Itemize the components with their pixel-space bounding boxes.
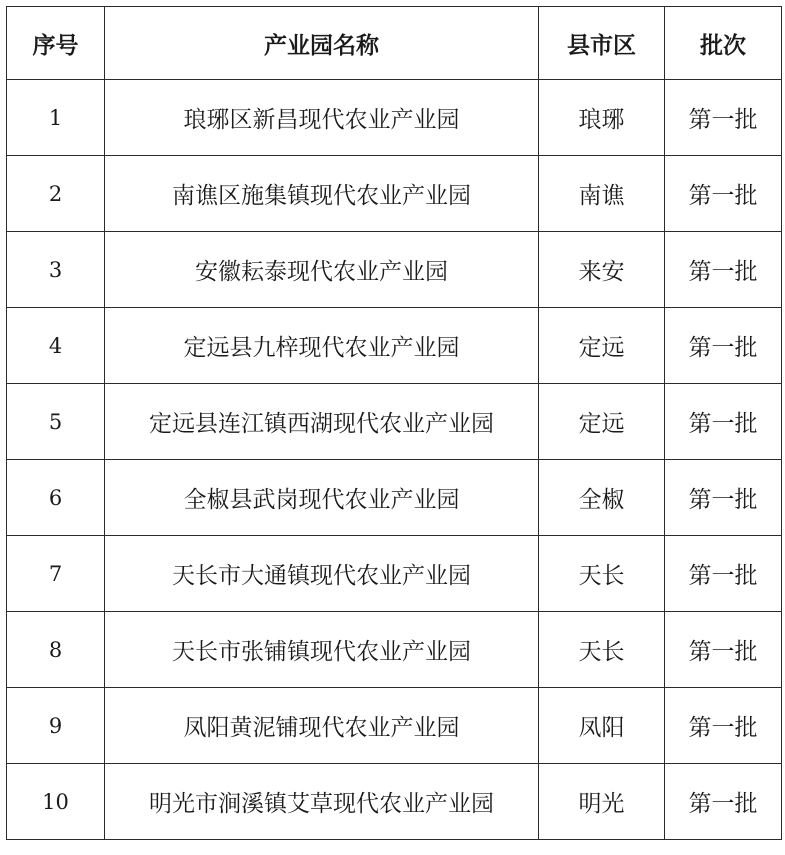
industrial-park-table: [6, 6, 782, 840]
row-batch: 第一批: [665, 536, 782, 612]
table-row: [7, 460, 782, 536]
table-row: [7, 536, 782, 612]
row-park-name: 定远县九梓现代农业产业园: [105, 308, 539, 384]
table-row: [7, 80, 782, 156]
row-park-name: 明光市涧溪镇艾草现代农业产业园: [105, 764, 539, 840]
row-batch: 第一批: [665, 688, 782, 764]
row-county: 琅琊: [539, 80, 665, 156]
row-batch: 第一批: [665, 308, 782, 384]
row-index: 1: [7, 80, 105, 156]
header-batch: 批次: [665, 7, 782, 80]
row-county: 定远: [539, 308, 665, 384]
row-county: 南谯: [539, 156, 665, 232]
table-row: [7, 232, 782, 308]
row-park-name: 琅琊区新昌现代农业产业园: [105, 80, 539, 156]
row-batch: 第一批: [665, 384, 782, 460]
row-park-name: 全椒县武岗现代农业产业园: [105, 460, 539, 536]
row-index: 2: [7, 156, 105, 232]
row-batch: 第一批: [665, 80, 782, 156]
row-batch: 第一批: [665, 612, 782, 688]
row-index: 10: [7, 764, 105, 840]
table-row: [7, 612, 782, 688]
row-county: 天长: [539, 612, 665, 688]
row-index: 9: [7, 688, 105, 764]
row-county: 明光: [539, 764, 665, 840]
row-index: 5: [7, 384, 105, 460]
row-park-name: 凤阳黄泥铺现代农业产业园: [105, 688, 539, 764]
row-park-name: 天长市张铺镇现代农业产业园: [105, 612, 539, 688]
table-row: [7, 384, 782, 460]
header-index: 序号: [7, 7, 105, 80]
header-park-name: 产业园名称: [105, 7, 539, 80]
row-batch: 第一批: [665, 232, 782, 308]
row-park-name: 定远县连江镇西湖现代农业产业园: [105, 384, 539, 460]
row-index: 7: [7, 536, 105, 612]
header-county: 县市区: [539, 7, 665, 80]
row-county: 来安: [539, 232, 665, 308]
row-index: 3: [7, 232, 105, 308]
row-index: 4: [7, 308, 105, 384]
row-county: 全椒: [539, 460, 665, 536]
row-park-name: 安徽耘泰现代农业产业园: [105, 232, 539, 308]
row-park-name: 南谯区施集镇现代农业产业园: [105, 156, 539, 232]
row-batch: 第一批: [665, 764, 782, 840]
header-row: [7, 7, 782, 80]
table-row: [7, 156, 782, 232]
table-row: [7, 764, 782, 840]
table-row: [7, 688, 782, 764]
row-index: 6: [7, 460, 105, 536]
row-county: 凤阳: [539, 688, 665, 764]
row-batch: 第一批: [665, 460, 782, 536]
row-park-name: 天长市大通镇现代农业产业园: [105, 536, 539, 612]
row-index: 8: [7, 612, 105, 688]
row-county: 定远: [539, 384, 665, 460]
table-row: [7, 308, 782, 384]
row-county: 天长: [539, 536, 665, 612]
row-batch: 第一批: [665, 156, 782, 232]
